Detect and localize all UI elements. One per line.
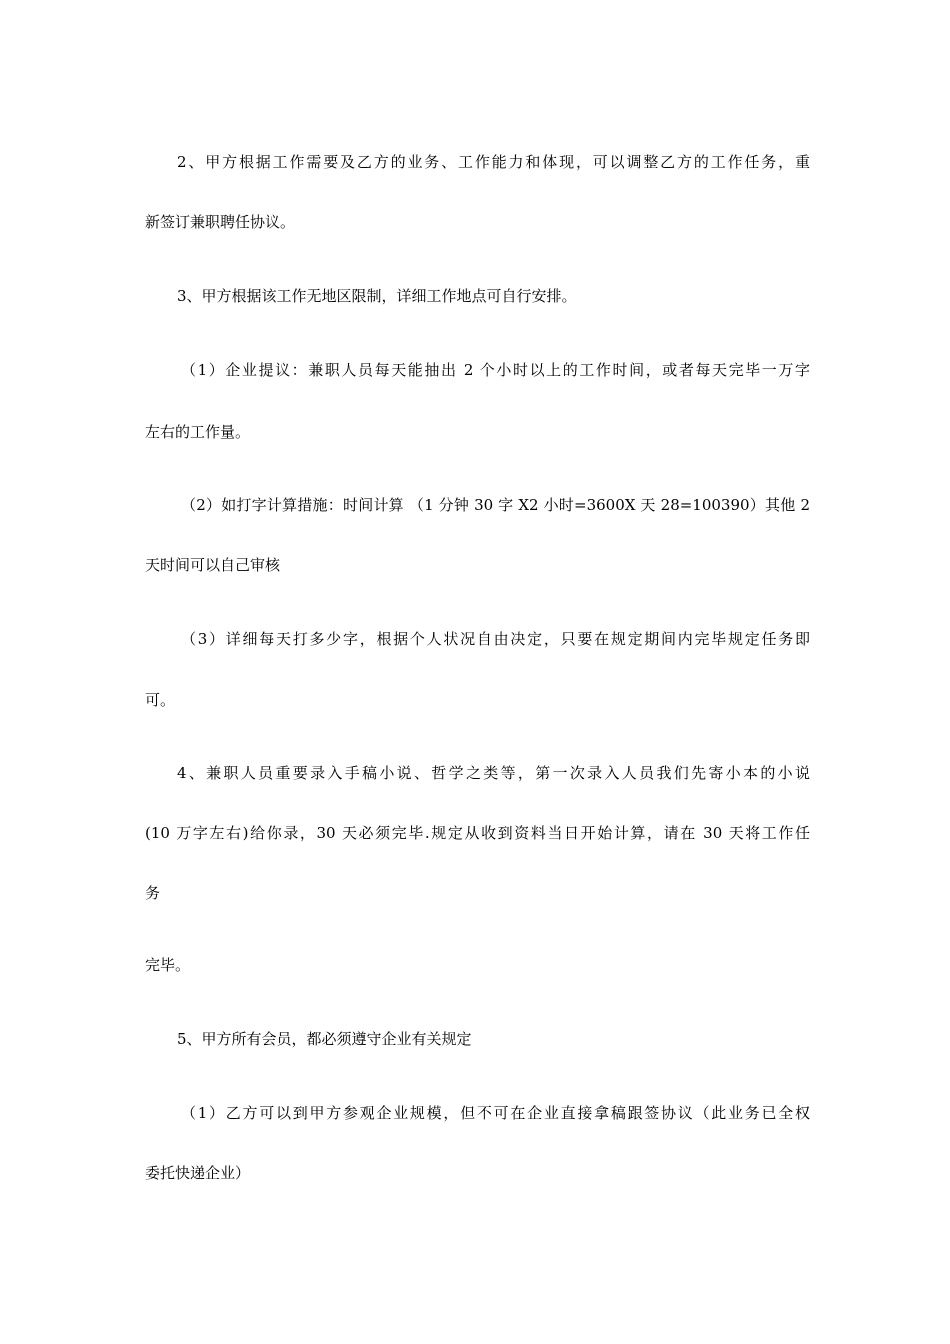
clause-4-line-1: 4、兼职人员重要录入手稿小说、哲学之类等，第一次录入人员我们先寄小本的小说 — [177, 764, 810, 782]
clause-5-1-line-1: （1）乙方可以到甲方参观企业规模，但不可在企业直接拿稿跟签协议（此业务已全权 — [181, 1104, 810, 1122]
clause-4-line-4: 完毕。 — [145, 956, 191, 974]
clause-3-1-line-2: 左右的工作量。 — [145, 423, 251, 441]
clause-2-line-2: 新签订兼职聘任协议。 — [145, 213, 296, 231]
clause-4-line-3: 务 — [145, 884, 161, 902]
clause-4-line-2: (10 万字左右)给你录，30 天必须完毕.规定从收到资料当日开始计算，请在 30 天将工作任 — [145, 824, 810, 842]
clause-5: 5、甲方所有会员，都必须遵守企业有关规定 — [177, 1030, 472, 1048]
clause-3-2-line-1: （2）如打字计算措施：时间计算 （1 分钟 30 字 X2 小时=3600X 天 28=100390）其他 2 — [181, 496, 810, 514]
clause-3-3-line-1: （3）详细每天打多少字，根据个人状况自由决定，只要在规定期间内完毕规定任务即 — [181, 630, 810, 648]
clause-3-2-line-2: 天时间可以自己审核 — [145, 556, 281, 574]
clause-3-1-line-1: （1）企业提议：兼职人员每天能抽出 2 个小时以上的工作时间，或者每天完毕一万字 — [181, 361, 810, 379]
clause-5-1-line-2: 委托快递企业） — [145, 1164, 251, 1182]
clause-2-line-1: 2、甲方根据工作需要及乙方的业务、工作能力和体现，可以调整乙方的工作任务，重 — [177, 153, 810, 171]
clause-3-3-line-2: 可。 — [145, 691, 176, 709]
clause-3: 3、甲方根据该工作无地区限制，详细工作地点可自行安排。 — [177, 287, 577, 305]
